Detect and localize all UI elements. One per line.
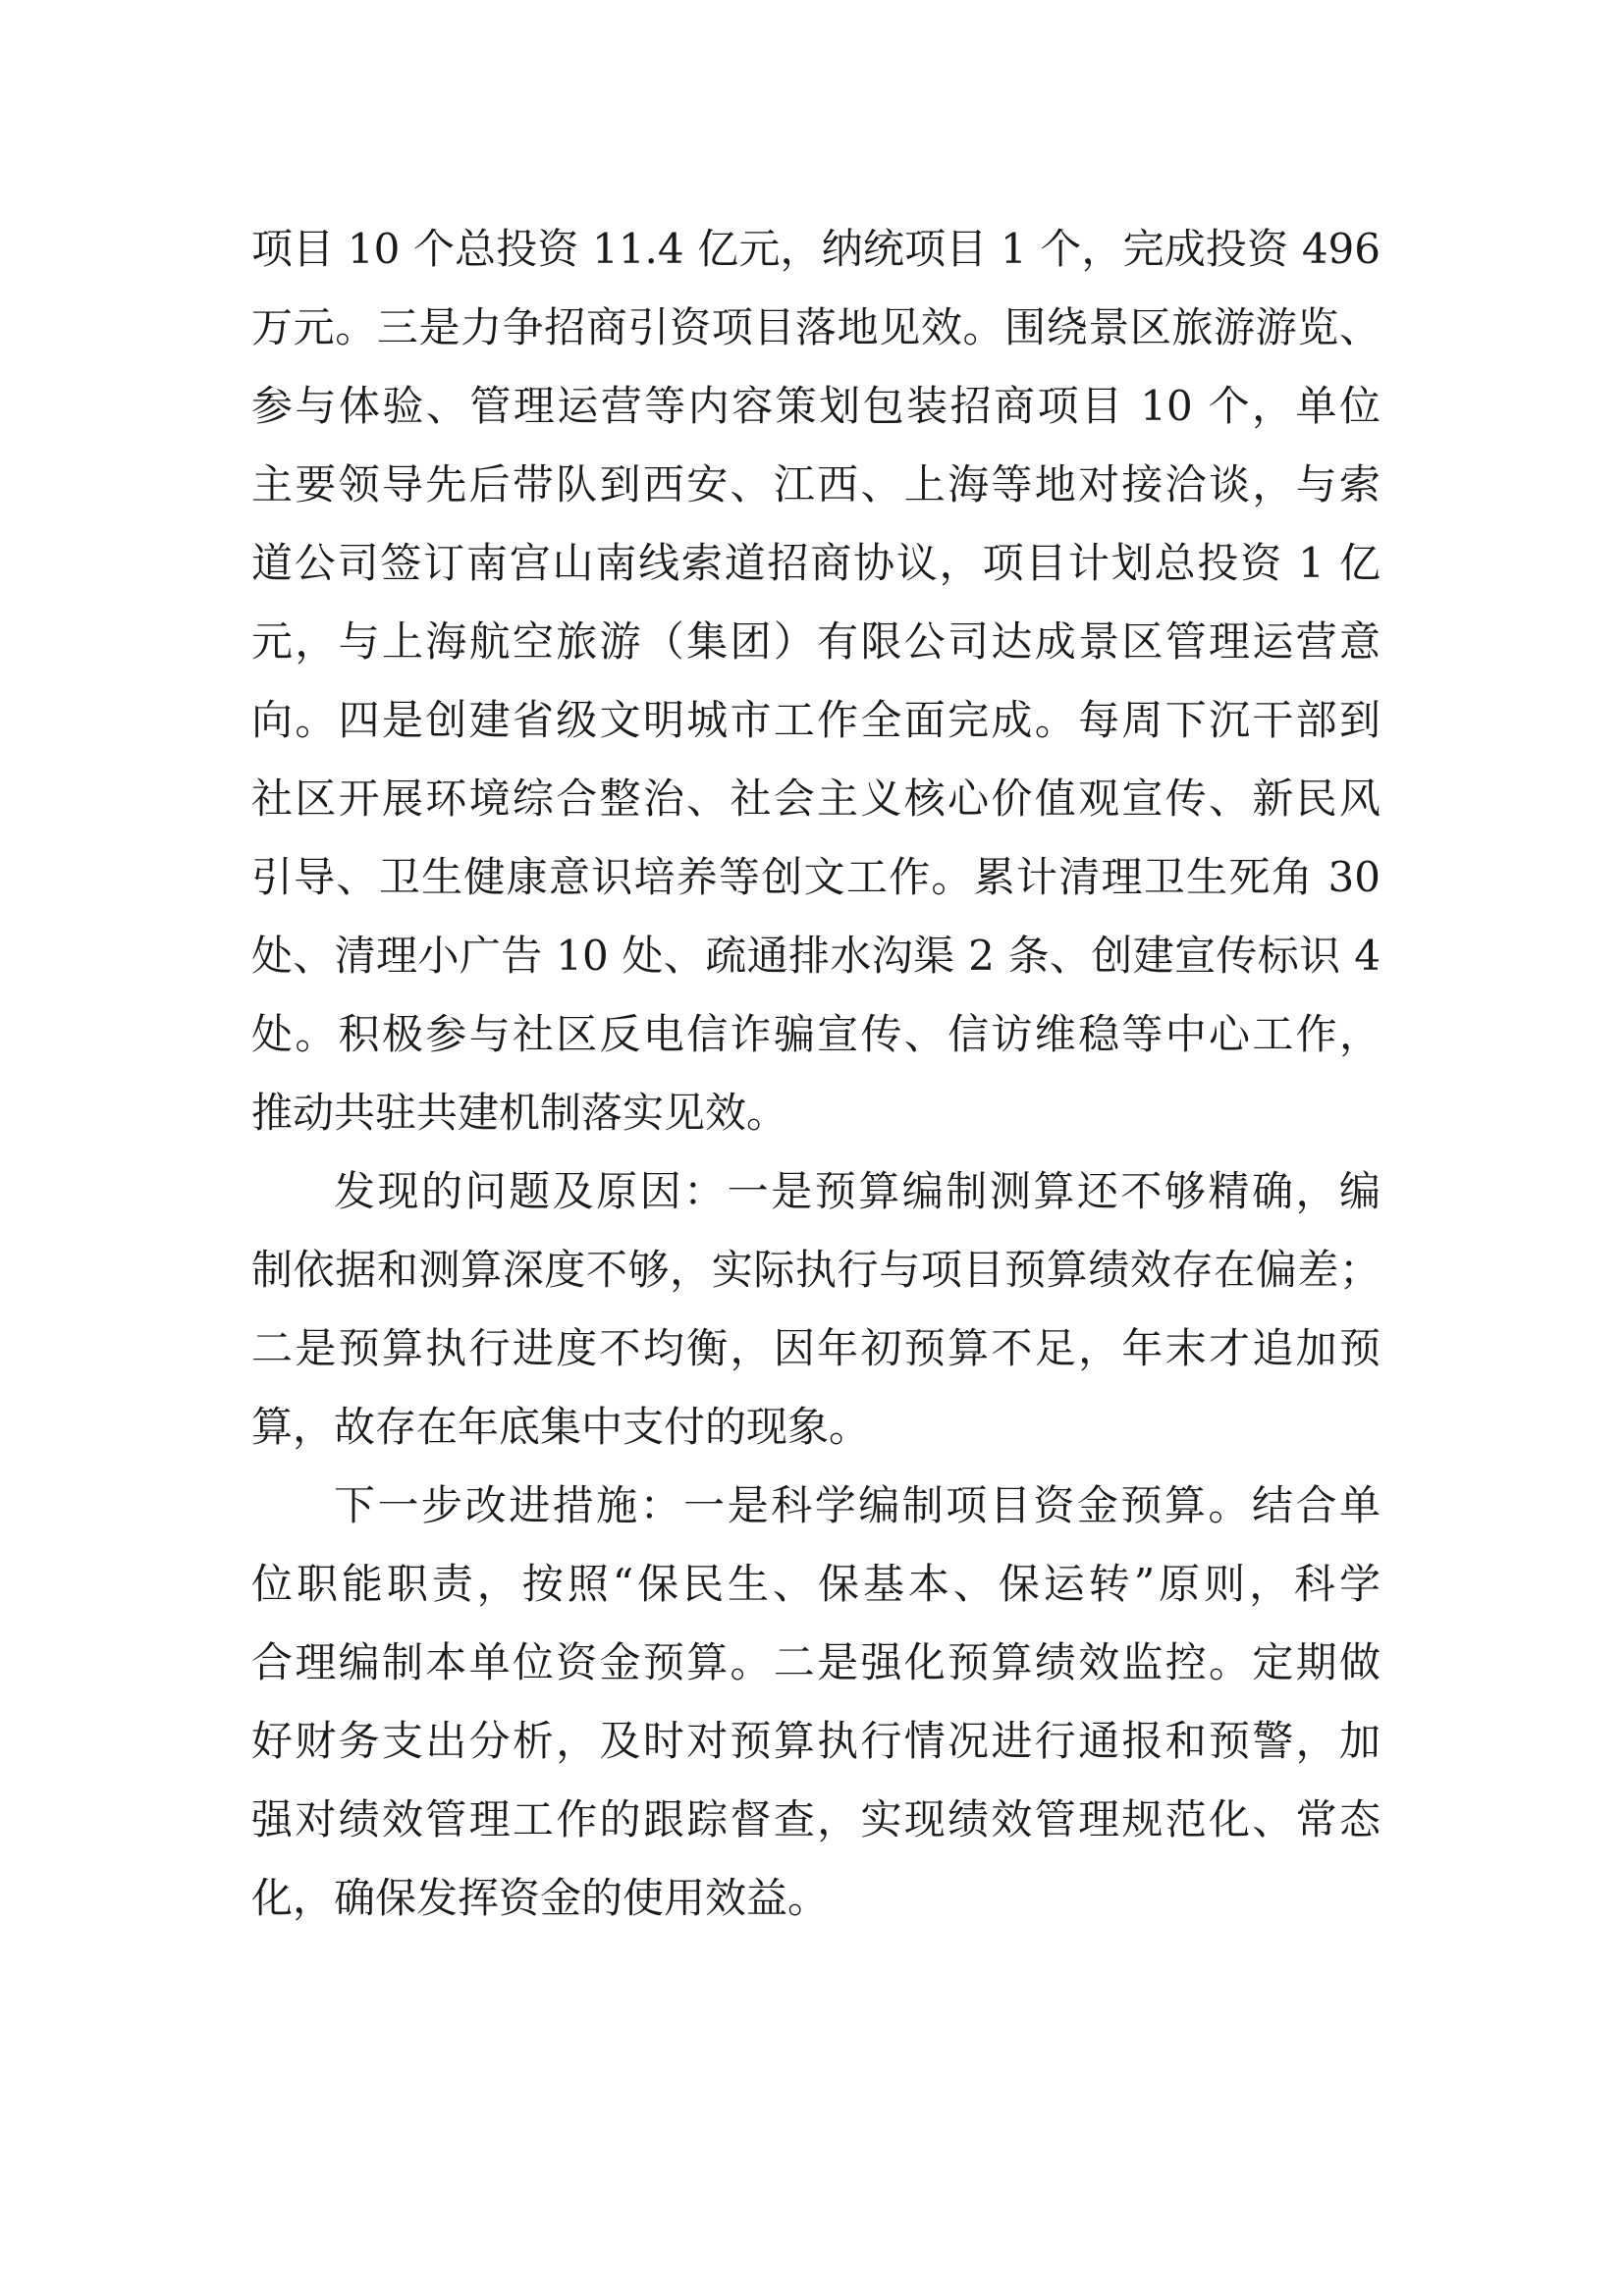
text-line: 合理编制本单位资金预算。二是强化预算绩效监控。定期做 (251, 1638, 1380, 1686)
text-line: 二是预算执行进度不均衡，因年初预算不足，年末才追加预 (251, 1324, 1380, 1372)
paragraph-improvements (251, 1478, 1380, 1926)
text-line: 发现的问题及原因：一是预算编制测算还不够精确，编 (334, 1167, 1380, 1215)
text-line: 推动共驻共建机制落实见效。 (251, 1089, 788, 1137)
text-line: 算，故存在年底集中支付的现象。 (251, 1403, 871, 1451)
text-line: 引导、卫生健康意识培养等创文工作。累计清理卫生死角 30 (251, 853, 1380, 901)
text-line: 位职能职责，按照“保民生、保基本、保运转”原则，科学 (251, 1560, 1380, 1608)
text-line: 道公司签订南宫山南线索道招商协议，项目计划总投资 1 亿 (251, 539, 1380, 587)
paragraph-problems (251, 1164, 1380, 1455)
text-line: 好财务支出分析，及时对预算执行情况进行通报和预警，加 (251, 1717, 1380, 1765)
text-line: 处、清理小广告 10 处、疏通排水沟渠 2 条、创建宣传标识 4 (251, 932, 1380, 980)
text-line: 向。四是创建省级文明城市工作全面完成。每周下沉干部到 (251, 696, 1380, 744)
paragraph-achievements (251, 222, 1380, 1141)
text-line: 项目 10 个总投资 11.4 亿元，纳统项目 1 个，完成投资 496 (251, 225, 1380, 273)
document-body (251, 222, 1380, 1949)
text-line: 强对绩效管理工作的跟踪督查，实现绩效管理规范化、常态 (251, 1795, 1380, 1843)
text-line: 参与体验、管理运营等内容策划包装招商项目 10 个，单位 (251, 382, 1380, 430)
text-line: 元，与上海航空旅游（集团）有限公司达成景区管理运营意 (251, 617, 1380, 666)
text-line: 处。积极参与社区反电信诈骗宣传、信访维稳等中心工作， (251, 1010, 1380, 1058)
text-line: 万元。三是力争招商引资项目落地见效。围绕景区旅游游览、 (251, 303, 1380, 351)
text-line: 下一步改进措施：一是科学编制项目资金预算。结合单 (334, 1481, 1380, 1529)
text-line: 社区开展环境综合整治、社会主义核心价值观宣传、新民风 (251, 774, 1380, 823)
text-line: 制依据和测算深度不够，实际执行与项目预算绩效存在偏差； (251, 1246, 1380, 1294)
text-line: 主要领导先后带队到西安、江西、上海等地对接洽谈，与索 (251, 460, 1380, 508)
text-line: 化，确保发挥资金的使用效益。 (251, 1874, 830, 1922)
